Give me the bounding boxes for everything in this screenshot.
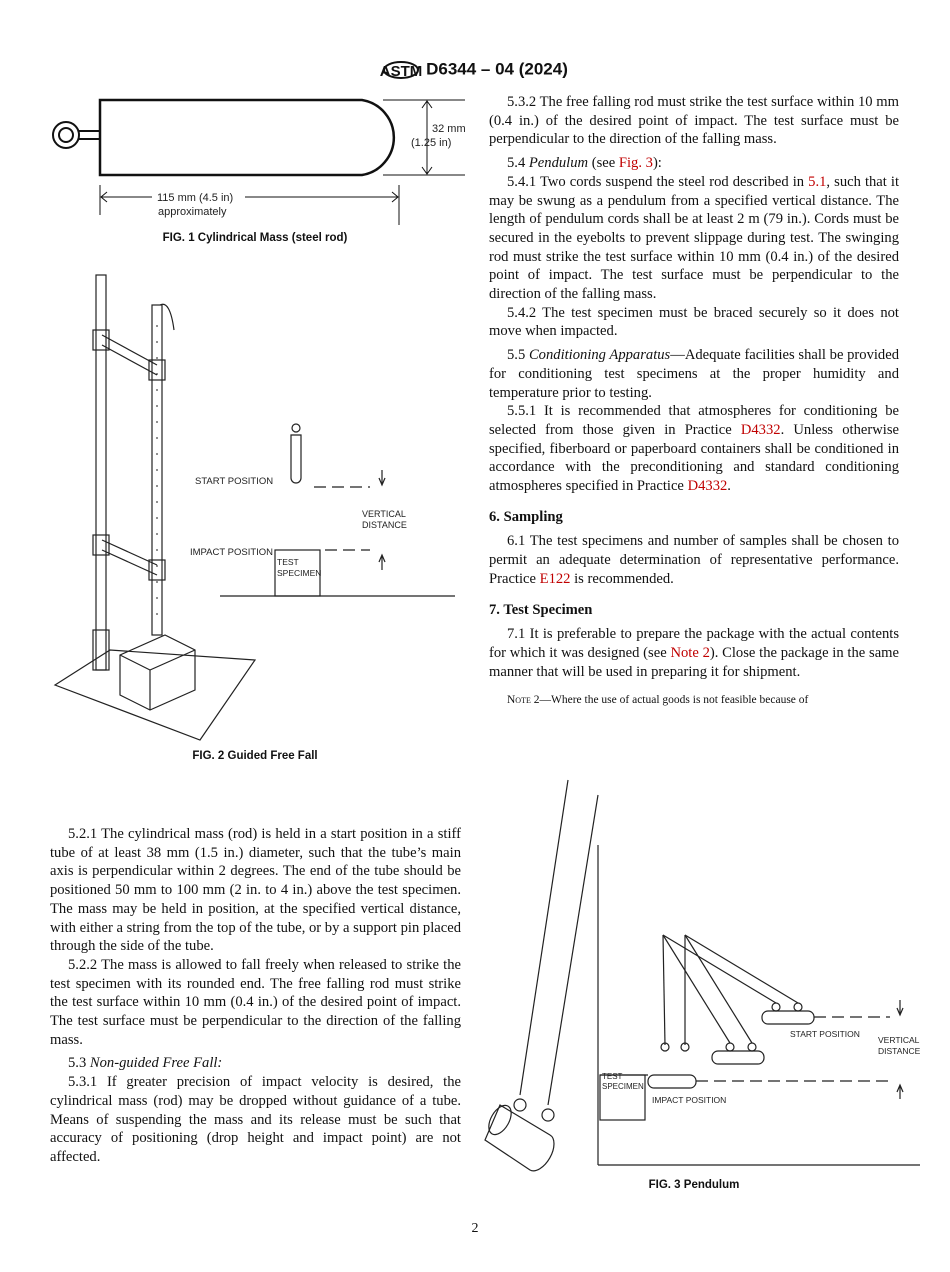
note-paragraph xyxy=(489,691,899,710)
text-segment: ). Close the package in the same manner that will be used in preparing it for shipment. xyxy=(489,644,899,680)
page-header xyxy=(0,56,950,84)
text-segment: 5.2.2 The mass is allowed to fall freely when released to strike the test specimen with its rounded end. The free falling rod must strike the test surface within 10 mm (0.4 in.) of the desired point of impact. The test surface must be perpendicular to the direction of the falling mass. xyxy=(50,956,461,1048)
svg-text:START POSITION: START POSITION xyxy=(195,476,274,487)
text-segment: . Unless otherwise specified, fiberboard or paperboard containers shall be conditioned in accordance with the preconditioning and standard conditioning atmospheres specified in Practice xyxy=(489,421,899,495)
text-segment: 6. Sampling xyxy=(489,508,563,525)
steel-rod-shape xyxy=(100,100,394,175)
left-column-text xyxy=(50,825,461,1167)
figure-1-caption: FIG. 1 Cylindrical Mass (steel rod) xyxy=(162,232,348,244)
cross-reference-link[interactable]: E122 xyxy=(539,570,571,587)
svg-text:32 mm: 32 mm xyxy=(432,123,466,135)
text-segment: —Adequate facilities shall be provided for conditioning test specimens at the proper humidity and temperature prior to testing. xyxy=(489,347,900,401)
svg-text:TEST: TEST xyxy=(277,557,299,567)
svg-text:SPECIMEN: SPECIMEN xyxy=(602,1082,644,1091)
text-segment: is recommended. xyxy=(570,570,674,587)
svg-text:ASTM: ASTM xyxy=(379,63,423,80)
text-segment: 5.4 xyxy=(507,155,529,172)
text-segment: Note xyxy=(507,694,531,707)
text-segment: . xyxy=(727,478,731,495)
cross-reference-link[interactable]: Note 2 xyxy=(670,644,710,661)
text-segment: 5.3 xyxy=(68,1055,90,1072)
text-segment: 6.1 The test specimens and number of samples shall be chosen to permit an adequate determination of representative performance. Practice xyxy=(489,533,899,587)
figure-2-caption: FIG. 2 Guided Free Fall xyxy=(192,750,318,762)
paragraph xyxy=(489,93,899,149)
svg-text:IMPACT POSITION: IMPACT POSITION xyxy=(190,547,274,558)
page-number: 2 xyxy=(471,1221,479,1236)
paragraph xyxy=(50,1073,461,1167)
svg-text:(1.25 in): (1.25 in) xyxy=(411,137,452,149)
text-segment: Conditioning Apparatus xyxy=(528,347,671,364)
text-segment: 5.5 xyxy=(507,347,529,364)
text-segment: 5.4.1 Two cords suspend the steel rod described in xyxy=(507,173,809,190)
text-segment: 2—Where the use of actual goods is not feasible because of xyxy=(530,694,809,707)
cross-reference-link[interactable]: D4332 xyxy=(740,421,781,438)
text-segment: 7. Test Specimen xyxy=(489,601,593,618)
cross-reference-link[interactable]: D4332 xyxy=(687,478,728,495)
paragraph xyxy=(50,1054,461,1073)
svg-text:approximately: approximately xyxy=(158,206,227,218)
svg-text:DISTANCE: DISTANCE xyxy=(362,520,407,530)
figure-3-caption: FIG. 3 Pendulum xyxy=(648,1179,740,1191)
svg-text:115 mm (4.5 in): 115 mm (4.5 in) xyxy=(157,192,234,204)
text-segment: 5.2.1 The cylindrical mass (rod) is held in a start position in a stiff tube of at least 38 mm (1.5 in.) diameter, such that the tube’s main axis is perpendicular within 2 degrees. The end of the tube should be positioned 50 mm to 100 mm (2 in. to 4 in.) above the test specimen. The mass may be held in position, at the specified vertical distance, with either a string from the top of the tube, or by a support pin placed through the side of the tube. xyxy=(50,826,461,955)
paragraph xyxy=(489,532,899,588)
text-segment: (see xyxy=(588,155,619,172)
section-heading xyxy=(489,508,899,527)
svg-text:VERTICAL: VERTICAL xyxy=(878,1035,920,1045)
text-segment: ): xyxy=(652,155,662,172)
paragraph xyxy=(50,956,461,1050)
document-designation: D6344 – 04 (2024) xyxy=(426,59,568,79)
text-segment: 5.5.1 It is recommended that atmospheres for conditioning be selected from those given in Practice xyxy=(489,403,899,438)
text-segment: 5.4.2 The test specimen must be braced securely so it does not move when impacted. xyxy=(489,304,899,340)
paragraph xyxy=(489,402,899,496)
figure-1-cylindrical-mass xyxy=(40,90,480,230)
svg-text:SPECIMEN: SPECIMEN xyxy=(277,568,322,578)
eyebolt-icon xyxy=(53,122,79,148)
astm-logo-icon xyxy=(379,56,423,84)
text-segment: 5.3.2 The free falling rod must strike the test surface within 10 mm (0.4 in.) of the desired point of impact. The test surface must be perpendicular to the direction of the falling mass. xyxy=(489,94,899,148)
paragraph xyxy=(489,304,899,341)
paragraph xyxy=(489,173,899,304)
section-heading xyxy=(489,601,899,620)
text-segment: Pendulum xyxy=(528,155,589,172)
text-segment: 7.1 It is preferable to prepare the package with the actual contents for which it was designed (see xyxy=(489,626,899,661)
cross-reference-link[interactable]: Fig. 3 xyxy=(618,155,653,172)
figure-3-pendulum xyxy=(480,775,930,1180)
svg-text:IMPACT POSITION: IMPACT POSITION xyxy=(652,1095,727,1105)
paragraph xyxy=(489,346,899,402)
svg-text:DISTANCE: DISTANCE xyxy=(878,1046,921,1056)
paragraph xyxy=(50,825,461,956)
svg-text:VERTICAL: VERTICAL xyxy=(362,509,406,519)
paragraph xyxy=(489,154,899,173)
figure-2-guided-free-fall xyxy=(50,265,470,750)
svg-text:TEST: TEST xyxy=(602,1072,623,1081)
text-segment: , such that it may be swung as a pendulum from a specified vertical distance. The length of pendulum cords shall be at least 2 m (79 in.). Cords must be secured in the eyebolts to prevent slippage during test. The swinging rod must strike the test surface within 10 mm (0.4 in.) of the desired point of impact. The test surface must be perpendicular to the direction of the falling mass. xyxy=(489,173,900,303)
text-segment: 5.3.1 If greater precision of impact velocity is desired, the cylindrical mass (rod) may be dropped without guidance of a tube. Means of suspending the mass and its release must be such that accuracy of positioning (drop height and impact point) are not affected. xyxy=(50,1074,461,1165)
right-column-text xyxy=(489,93,899,710)
paragraph xyxy=(489,625,899,681)
text-segment: Non-guided Free Fall: xyxy=(89,1055,223,1072)
svg-text:START POSITION: START POSITION xyxy=(790,1029,860,1039)
cross-reference-link[interactable]: 5.1 xyxy=(808,173,827,190)
